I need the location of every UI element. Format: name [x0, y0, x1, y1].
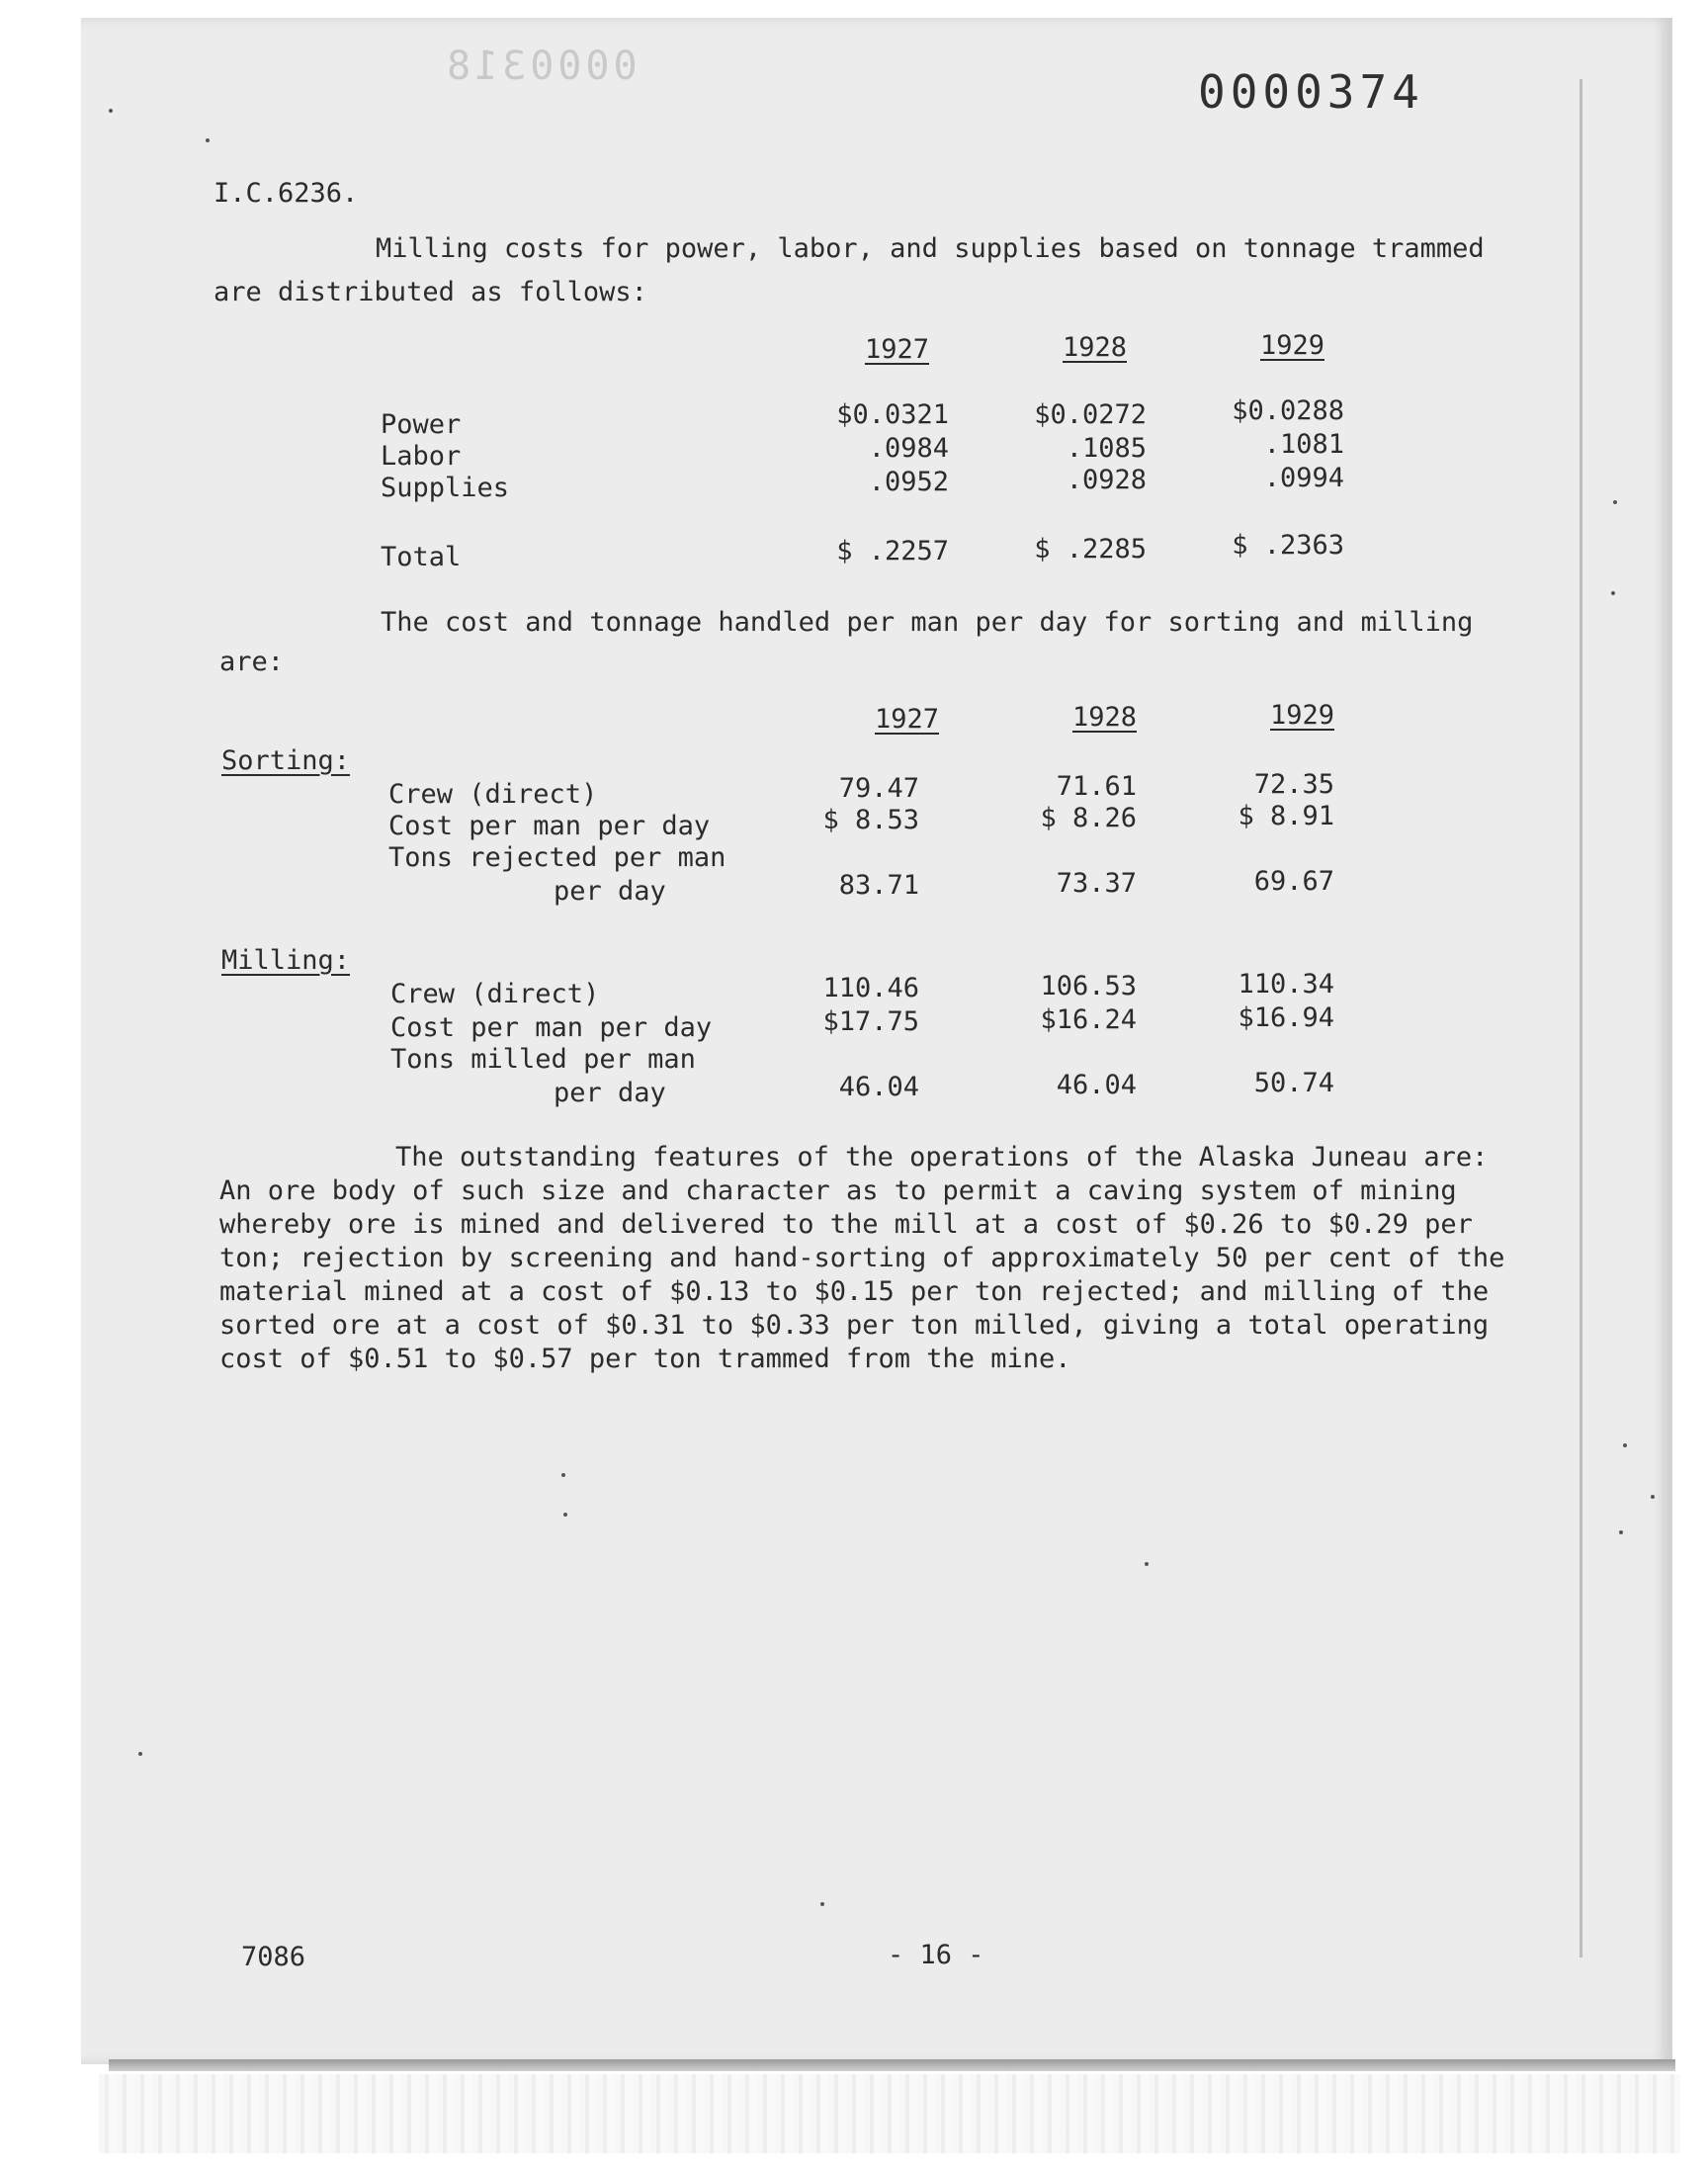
document-page — [81, 18, 1672, 2064]
sorting-crew-1929: 72.35 — [1253, 769, 1334, 800]
page-bottom-edge — [109, 2059, 1675, 2071]
scan-strip — [99, 2074, 1680, 2153]
document-id: I.C.6236. — [214, 178, 359, 209]
milling-crew-label: Crew (direct) — [390, 979, 600, 1009]
scan-speck — [1145, 1562, 1149, 1566]
scan-speck — [1611, 591, 1615, 595]
table1-year-1928: 1928 — [1062, 332, 1127, 363]
stamp-number: 0000374 — [1198, 65, 1424, 119]
scan-speck — [561, 1473, 565, 1477]
table2-year-1928: 1928 — [1071, 702, 1137, 733]
sorting-tons-1929: 69.67 — [1253, 866, 1334, 897]
cost-line-2: are: — [219, 647, 285, 677]
scan-speck — [206, 138, 210, 142]
sorting-cost-1928: $ 8.26 — [1040, 803, 1137, 833]
scan-speck — [1623, 1443, 1627, 1447]
table1-power-1927: $0.0321 — [836, 399, 949, 430]
table1-power-1929: $0.0288 — [1232, 395, 1344, 426]
table1-power-1928: $0.0272 — [1034, 399, 1147, 430]
table1-label-power: Power — [381, 409, 462, 440]
scan-speck — [1619, 1530, 1623, 1534]
table1-labor-1927: .0984 — [868, 433, 949, 464]
milling-cost-1929: $16.94 — [1238, 1002, 1334, 1033]
sorting-tons-label-1: Tons rejected per man — [388, 842, 726, 873]
milling-cost-label: Cost per man per day — [390, 1012, 713, 1043]
page-number: - 16 - — [888, 1940, 984, 1970]
milling-tons-1929: 50.74 — [1253, 1068, 1334, 1098]
table2-year-1927: 1927 — [874, 704, 939, 735]
table1-label-labor: Labor — [381, 441, 462, 472]
sorting-cost-1927: $ 8.53 — [822, 805, 919, 835]
cost-line-1: The cost and tonnage handled per man per day for sorting and milling — [381, 607, 1474, 638]
bleed-through-number: 0000318 — [443, 44, 638, 89]
features-paragraph: The outstanding features of the operations of the Alaska Juneau are: An ore body of such size and character as to permit a caving system of mining whereby ore is mined and delivered to the mill at a cost of $0.26 to $0.29 per ton; rejection by screening and hand-sorting of approximately 50 per cent of the material mined at a cost of $0.13 to $0.15 per ton rejected; and milling of the sorted ore at a cost of $0.31 to $0.33 per ton milled, giving a total operating cost of $0.51 to $0.57 per ton trammed from the mine. — [219, 1142, 1505, 1374]
milling-tons-1928: 46.04 — [1056, 1070, 1137, 1100]
footer-code: 7086 — [241, 1942, 306, 1972]
table2-year-1929: 1929 — [1269, 700, 1334, 731]
scan-speck — [820, 1902, 824, 1906]
milling-crew-1927: 110.46 — [822, 973, 919, 1003]
milling-tons-label-1: Tons milled per man — [390, 1044, 696, 1075]
table1-label-supplies: Supplies — [381, 473, 510, 503]
table1-supplies-1928: .0928 — [1066, 465, 1147, 495]
scan-speck — [1613, 500, 1617, 504]
table1-total-1929: $ .2363 — [1232, 530, 1344, 561]
table1-labor-1928: .1085 — [1066, 433, 1147, 464]
page-edge-shadow — [1580, 79, 1582, 1958]
table1-total-1928: $ .2285 — [1034, 534, 1147, 565]
sorting-crew-1928: 71.61 — [1056, 771, 1137, 802]
sorting-crew-label: Crew (direct) — [388, 779, 598, 810]
intro-line-1: Milling costs for power, labor, and supplies based on tonnage trammed — [376, 233, 1485, 264]
milling-crew-1928: 106.53 — [1040, 971, 1137, 1001]
table1-labor-1929: .1081 — [1263, 429, 1344, 460]
milling-tons-label-2: per day — [554, 1078, 666, 1108]
sorting-heading: Sorting: — [221, 745, 351, 776]
milling-cost-1928: $16.24 — [1040, 1004, 1137, 1035]
table1-label-total: Total — [381, 542, 462, 572]
scan-speck — [138, 1752, 142, 1756]
table1-supplies-1927: .0952 — [868, 467, 949, 497]
sorting-crew-1927: 79.47 — [838, 773, 919, 804]
milling-tons-1927: 46.04 — [838, 1072, 919, 1102]
intro-line-2: are distributed as follows: — [214, 277, 647, 307]
table1-total-1927: $ .2257 — [836, 536, 949, 566]
sorting-cost-label: Cost per man per day — [388, 811, 711, 841]
sorting-tons-1928: 73.37 — [1056, 868, 1137, 899]
milling-crew-1929: 110.34 — [1238, 969, 1334, 1000]
sorting-tons-label-2: per day — [554, 876, 666, 907]
sorting-cost-1929: $ 8.91 — [1238, 801, 1334, 831]
scan-speck — [563, 1513, 567, 1517]
sorting-tons-1927: 83.71 — [838, 870, 919, 901]
table1-year-1929: 1929 — [1259, 330, 1324, 361]
table1-year-1927: 1927 — [864, 334, 929, 365]
milling-heading: Milling: — [221, 945, 351, 976]
scan-speck — [109, 109, 113, 113]
table1-supplies-1929: .0994 — [1263, 463, 1344, 493]
scan-speck — [1651, 1495, 1655, 1499]
milling-cost-1927: $17.75 — [822, 1006, 919, 1037]
